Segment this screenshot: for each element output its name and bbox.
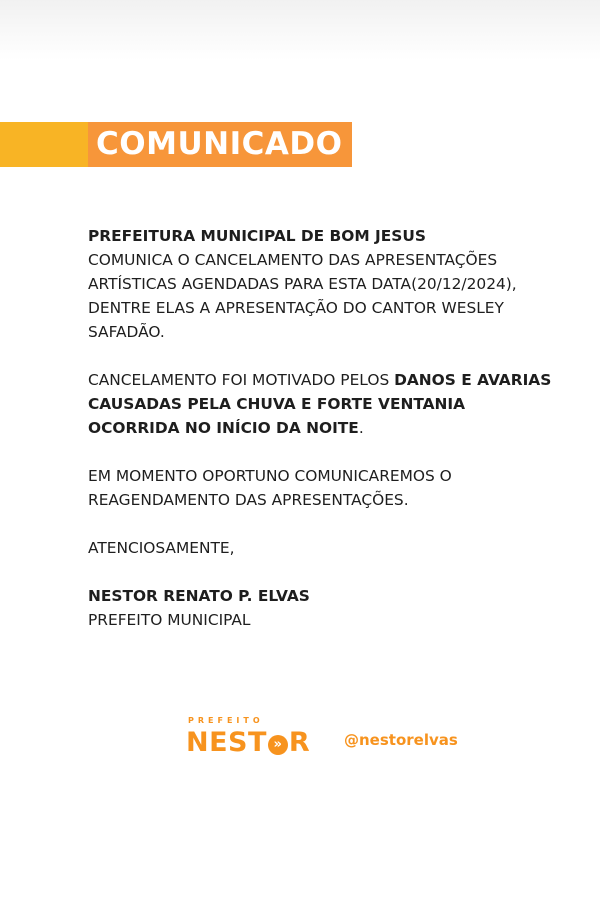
paragraph-2 bbox=[88, 368, 558, 440]
signature bbox=[88, 584, 558, 632]
signer-name: NESTOR RENATO P. ELVAS bbox=[88, 587, 310, 605]
logo-wordmark bbox=[186, 726, 310, 760]
social-handle: @nestorelvas bbox=[344, 731, 458, 749]
logo-word-start: NEST bbox=[186, 727, 267, 758]
issuer-name: PREFEITURA MUNICIPAL DE BOM JESUS bbox=[88, 227, 426, 245]
paragraph-1-text: COMUNICA O CANCELAMENTO DAS APRESENTAÇÕES ARTÍSTICAS AGENDADAS PARA ESTA DATA(20/12/2024), DENTRE ELAS A APRESENTAÇÃO DO CANTOR WESLEY SAFADÃO. bbox=[88, 251, 517, 341]
footer-logo bbox=[186, 716, 466, 762]
arrows-icon: » bbox=[268, 735, 288, 755]
top-shadow bbox=[0, 0, 600, 60]
signer-title: PREFEITO MUNICIPAL bbox=[88, 611, 251, 629]
logo-kicker: PREFEITO bbox=[188, 716, 264, 725]
paragraph-2-end: . bbox=[358, 419, 364, 437]
header-band bbox=[0, 122, 352, 167]
paragraph-1 bbox=[88, 224, 558, 344]
page-title: COMUNICADO bbox=[88, 122, 352, 167]
closing: ATENCIOSAMENTE, bbox=[88, 539, 235, 557]
paragraph-2-text: CANCELAMENTO FOI MOTIVADO PELOS bbox=[88, 371, 395, 389]
header-accent-bar bbox=[0, 122, 88, 167]
paragraph-2-emphasis: DANOS E AVARIAS CAUSADAS PELA CHUVA E FORTE VENTANIA OCORRIDA NO INÍCIO DA NOITE bbox=[88, 371, 552, 437]
logo-word-end: R bbox=[288, 727, 311, 758]
paragraph-3: EM MOMENTO OPORTUNO COMUNICAREMOS O REAGENDAMENTO DAS APRESENTAÇÕES. bbox=[88, 467, 452, 509]
announcement-body bbox=[88, 224, 558, 632]
